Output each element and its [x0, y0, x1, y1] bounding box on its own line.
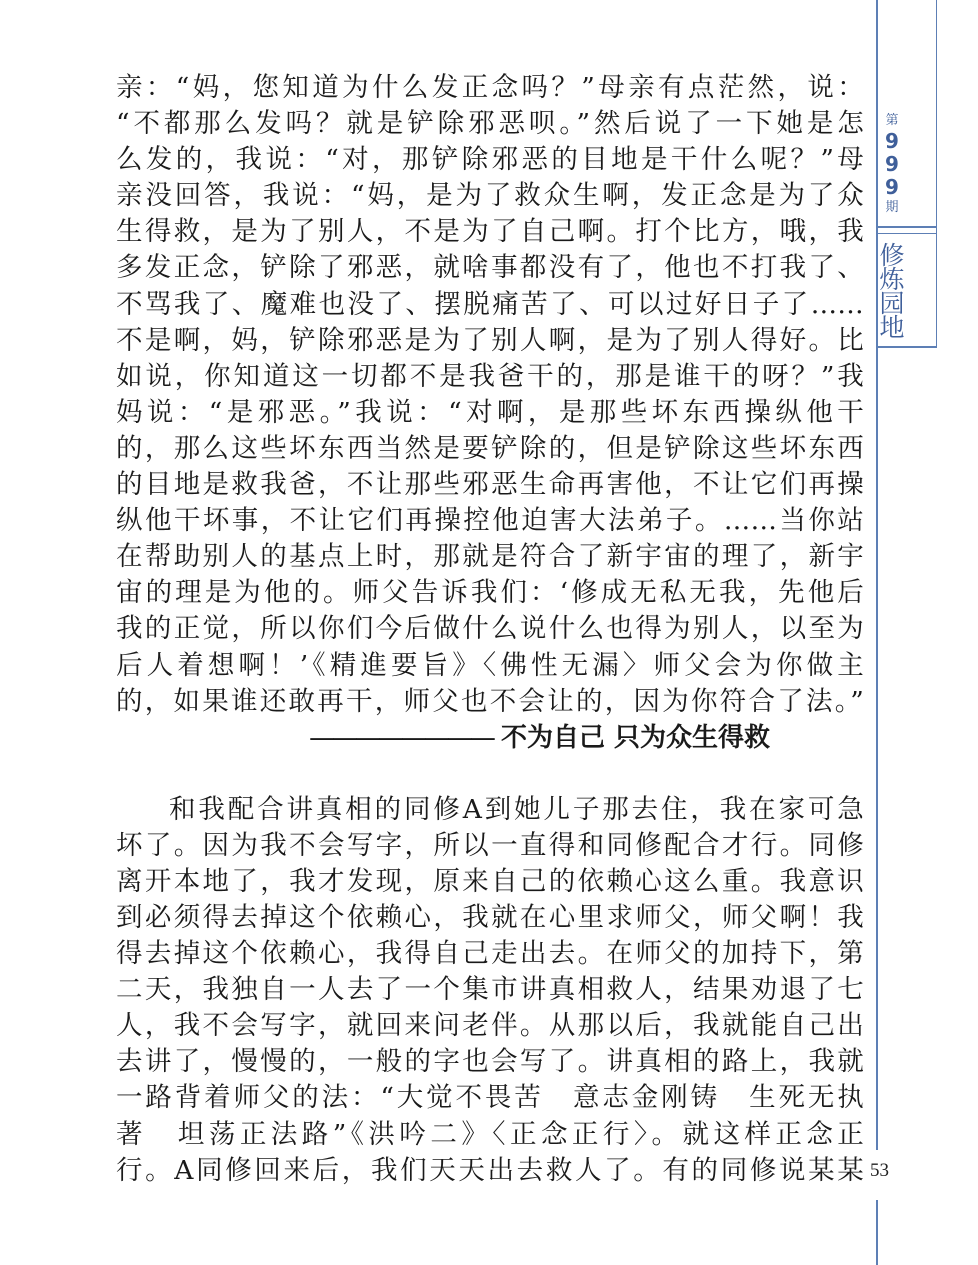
- text-line: 和我配合讲真相的同修A到她儿子那去住，我在家可急: [169, 793, 864, 825]
- text-line: 离开本地了，我才发现，原来自己的依赖心这么重。我意识: [116, 865, 864, 897]
- issue-suffix: 期: [885, 200, 899, 215]
- text-line: 的，那么这些坏东西当然是要铲除的，但是铲除这些坏东西: [116, 432, 864, 464]
- issue-prefix: 第: [885, 113, 899, 128]
- text-line: 宙的理是为他的。师父告诉我们：‘修成无私无我，先他后: [116, 577, 864, 609]
- text-line: 亲没回答，我说：“妈，是为了救众生啊，发正念是为了众: [116, 180, 864, 212]
- text-line: 二天，我独自一人去了一个集市讲真相救人，结果劝退了七: [116, 974, 864, 1006]
- article-body: [116, 70, 864, 1189]
- paragraph-gap: [116, 756, 864, 792]
- text-line: 如说，你知道这一切都不是我爸干的，那是谁干的呀？”我: [116, 360, 864, 392]
- issue-digit: 9: [885, 175, 899, 199]
- text-line: 亲：“妈，您知道为什么发正念吗？”母亲有点茫然，说：: [116, 72, 864, 103]
- text-line: 生得救，是为了别人，不是为了自己啊。打个比方，哦，我: [116, 216, 864, 248]
- sidebar-divider: [878, 226, 936, 228]
- text-line: 行。A同修回来后，我们天天出去救人了。有的同修说某某: [116, 1154, 864, 1186]
- sidebar-divider: [878, 346, 936, 348]
- text-line: “不都那么发吗？就是铲除邪恶呗。”然后说了一下她是怎: [116, 108, 864, 140]
- article-attribution: [116, 720, 864, 756]
- text-line: 坏了。因为我不会写字，所以一直得和同修配合才行。同修: [116, 829, 864, 861]
- issue-digit: 9: [885, 129, 899, 153]
- attribution-dash: ————————: [308, 722, 493, 753]
- text-line: 后人着想啊！’《精進要旨》〈佛性无漏〉师父会为你做主: [116, 649, 864, 681]
- text-line: 到必须得去掉这个依赖心，我就在心里求师父，师父啊！我: [116, 901, 864, 933]
- text-line: 不是啊，妈，铲除邪恶是为了别人啊，是为了别人得好。比: [116, 324, 864, 356]
- text-line: 妈说：“是邪恶。”我说：“对啊，是那些坏东西操纵他干: [116, 396, 864, 428]
- issue-digit: 9: [885, 152, 899, 176]
- sidebar-divider: [878, 233, 936, 234]
- page-number: 53: [870, 1160, 889, 1181]
- section-title: 修炼园地: [876, 242, 905, 338]
- text-line: 人，我不会写字，就回来问老伴。从那以后，我就能自己出: [116, 1010, 864, 1042]
- text-line: 么发的，我说：“对，那铲除邪恶的目地是干什么呢？”母: [116, 144, 864, 176]
- text-line: 在帮助别人的基点上时，那就是符合了新宇宙的理了，新宇: [116, 541, 864, 573]
- text-line: 去讲了，慢慢的，一般的字也会写了。讲真相的路上，我就: [116, 1046, 864, 1078]
- text-line: 著 坦荡正法路”《洪吟二》〈正念正行〉。就这样正念正: [116, 1118, 864, 1150]
- issue-number: [880, 112, 904, 217]
- paragraph-2: [116, 792, 864, 1189]
- attribution-title: 不为自己 只为众生得救: [500, 722, 770, 753]
- text-line: 得去掉这个依赖心，我得自己走出去。在师父的加持下，第: [116, 938, 864, 970]
- text-line: 多发正念，铲除了邪恶，就啥事都没有了，他也不打我了、: [116, 252, 864, 284]
- text-line: 纵他干坏事，不让它们再操控他迫害大法弟子。……当你站: [116, 505, 864, 537]
- paragraph-1: [116, 70, 864, 720]
- text-line: 不骂我了、魔难也没了、摆脱痛苦了、可以过好日子了……: [116, 288, 864, 320]
- text-line: 我的正觉，所以你们今后做什么说什么也得为别人，以至为: [116, 613, 864, 645]
- text-line: 的，如果谁还敢再干，师父也不会让的，因为你符合了法。”: [116, 685, 864, 717]
- text-line: 一路背着师父的法：“大觉不畏苦 意志金刚铸 生死无执: [116, 1082, 864, 1114]
- text-line: 的目地是救我爸，不让那些邪恶生命再害他，不让它们再操: [116, 469, 864, 501]
